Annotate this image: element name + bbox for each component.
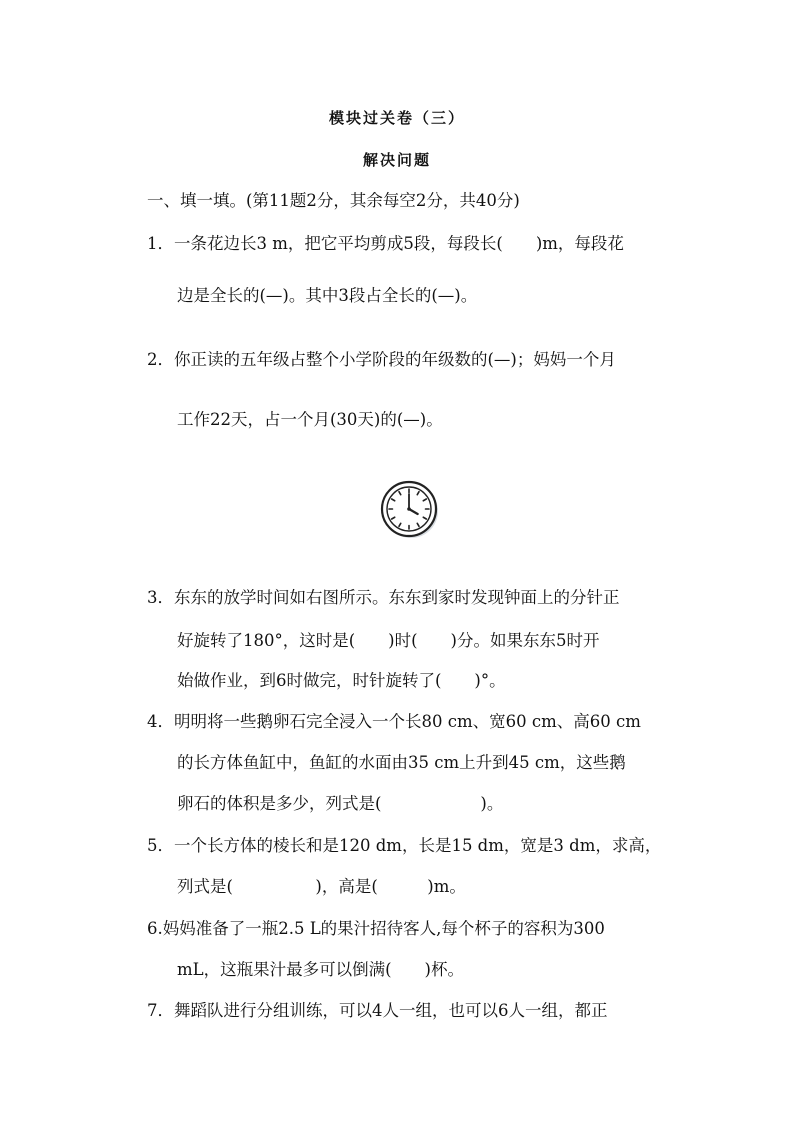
question-7-line-1: 7．舞蹈队进行分组训练，可以4人一组，也可以6人一组，都正 — [147, 1001, 608, 1020]
page-title: 模块过关卷（三） — [328, 109, 465, 127]
section-heading: 一、填一填。(第11题2分，其余每空2分，共40分) — [147, 191, 520, 210]
question-3-line-2: 好旋转了180°，这时是( )时( )分。如果东东5时开 — [177, 631, 600, 650]
question-3-line-1: 3．东东的放学时间如右图所示。东东到家时发现钟面上的分针正 — [147, 588, 620, 607]
question-2-line-1: 2．你正读的五年级占整个小学阶段的年级数的(—)；妈妈一个月 — [147, 350, 616, 369]
question-6-line-1: 6.妈妈准备了一瓶2.5 L的果汁招待客人,每个杯子的容积为300 — [147, 919, 605, 938]
question-4-line-3: 卵石的体积是多少，列式是( )。 — [177, 794, 504, 813]
question-6-line-2: mL，这瓶果汁最多可以倒满( )杯。 — [177, 960, 464, 979]
question-4-line-1: 4．明明将一些鹅卵石完全浸入一个长80 cm、宽60 cm、高60 cm — [147, 712, 641, 731]
page-subtitle: 解决问题 — [362, 151, 431, 169]
question-5-line-2: 列式是( )，高是( )m。 — [177, 877, 466, 896]
question-2-line-2: 工作22天，占一个月(30天)的(—)。 — [177, 410, 443, 429]
question-5-line-1: 5．一个长方体的棱长和是120 dm，长是15 dm，宽是3 dm，求高， — [147, 836, 662, 855]
question-1-line-1: 1．一条花边长3 m，把它平均剪成5段，每段长( )m，每段花 — [147, 234, 624, 253]
question-3-line-3: 始做作业，到6时做完，时针旋转了( )°。 — [177, 671, 506, 690]
question-1-line-2: 边是全长的(—)。其中3段占全长的(—)。 — [177, 286, 478, 305]
clock-icon — [380, 480, 440, 540]
question-4-line-2: 的长方体鱼缸中，鱼缸的水面由35 cm上升到45 cm，这些鹅 — [177, 753, 626, 772]
